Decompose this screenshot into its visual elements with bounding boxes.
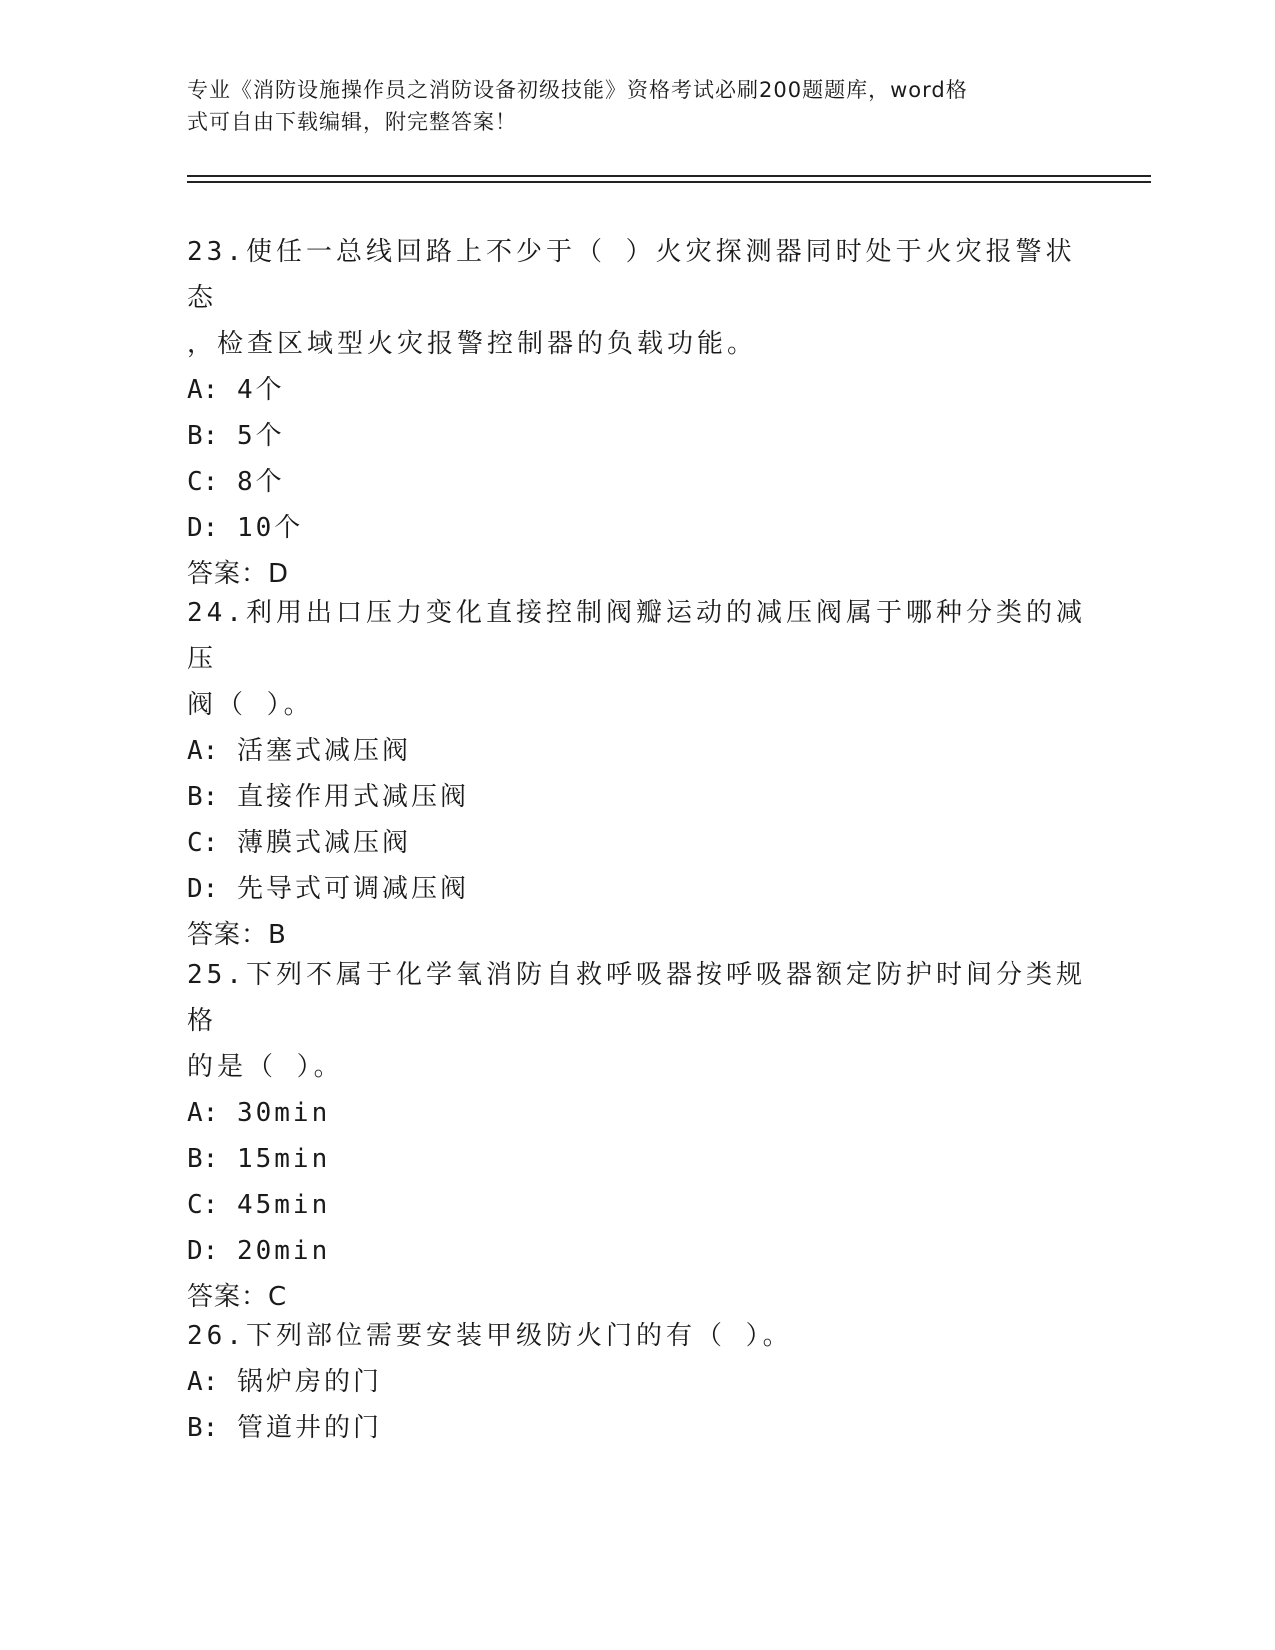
option-label: D: <box>187 874 219 904</box>
question-stem-line-2: ，检查区域型火灾报警控制器的负载功能。 <box>187 329 758 359</box>
option-c <box>187 459 1087 505</box>
option-label: A: <box>187 375 219 405</box>
question-23 <box>187 229 1087 597</box>
option-text: 薄膜式减压阀 <box>236 828 411 858</box>
header-line-1: 专业《消防设施操作员之消防设备初级技能》资格考试必刷200题题库，word格 <box>187 78 968 102</box>
question-26 <box>187 1313 1087 1451</box>
header-line-2: 式可自由下载编辑，附完整答案！ <box>187 110 517 134</box>
option-text: 8个 <box>236 467 285 497</box>
option-b <box>187 413 1087 459</box>
option-label: D: <box>187 513 219 543</box>
option-label: B: <box>187 1413 219 1443</box>
option-c <box>187 1182 1087 1228</box>
document-header <box>187 74 1067 138</box>
question-stem-line-1: 26.下列部位需要安装甲级防火门的有（ ）。 <box>187 1321 793 1351</box>
option-text: 管道井的门 <box>236 1413 382 1443</box>
option-text: 先导式可调减压阀 <box>236 874 469 904</box>
header-divider-top <box>187 175 1151 177</box>
option-d <box>187 505 1087 551</box>
option-label: B: <box>187 421 219 451</box>
option-label: C: <box>187 1190 219 1220</box>
option-a <box>187 1359 1087 1405</box>
option-b <box>187 1136 1087 1182</box>
option-text: 20min <box>236 1236 331 1266</box>
question-stem-line-1: 25.下列不属于化学氧消防自救呼吸器按呼吸器额定防护时间分类规格 <box>187 960 1086 1036</box>
option-text: 锅炉房的门 <box>236 1367 382 1397</box>
option-text: 45min <box>236 1190 331 1220</box>
answer-line: 答案：D <box>187 559 290 589</box>
option-b <box>187 1405 1087 1451</box>
option-c <box>187 820 1087 866</box>
option-a <box>187 367 1087 413</box>
option-text: 10个 <box>236 513 304 543</box>
option-b <box>187 774 1087 820</box>
question-25 <box>187 952 1087 1320</box>
answer-line: 答案：B <box>187 920 287 950</box>
option-a <box>187 1090 1087 1136</box>
question-24 <box>187 590 1087 958</box>
option-text: 30min <box>236 1098 331 1128</box>
option-d <box>187 1228 1087 1274</box>
option-text: 直接作用式减压阀 <box>236 782 469 812</box>
option-label: A: <box>187 1098 219 1128</box>
option-label: C: <box>187 467 219 497</box>
question-stem-line-1: 23.使任一总线回路上不少于（ ）火灾探测器同时处于火灾报警状态 <box>187 237 1076 313</box>
option-text: 4个 <box>236 375 285 405</box>
option-label: C: <box>187 828 219 858</box>
option-label: B: <box>187 1144 219 1174</box>
question-stem-line-2: 的是（ ）。 <box>187 1052 344 1082</box>
option-label: A: <box>187 1367 219 1397</box>
answer-line: 答案：C <box>187 1282 288 1312</box>
option-text: 5个 <box>236 421 285 451</box>
header-divider-bottom <box>187 181 1151 183</box>
question-stem-line-2: 阀（ ）。 <box>187 690 314 720</box>
option-text: 15min <box>236 1144 331 1174</box>
question-stem-line-1: 24.利用出口压力变化直接控制阀瓣运动的减压阀属于哪种分类的减压 <box>187 598 1086 674</box>
option-a <box>187 728 1087 774</box>
option-label: A: <box>187 736 219 766</box>
option-label: B: <box>187 782 219 812</box>
option-d <box>187 866 1087 912</box>
option-label: D: <box>187 1236 219 1266</box>
option-text: 活塞式减压阀 <box>236 736 411 766</box>
